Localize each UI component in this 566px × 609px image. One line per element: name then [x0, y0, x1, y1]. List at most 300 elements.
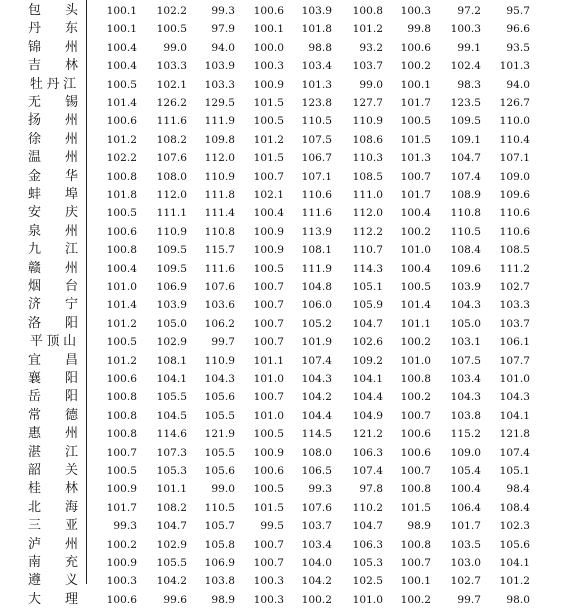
index-value: 101.2 [106, 317, 137, 330]
index-value: 100.7 [400, 465, 431, 477]
index-value: 95.7 [506, 5, 530, 17]
index-value: 104.2 [156, 575, 187, 588]
index-value: 107.6 [204, 281, 235, 293]
index-value: 101.0 [400, 244, 431, 257]
index-value: 110.6 [499, 207, 530, 220]
index-value: 110.9 [156, 225, 187, 238]
index-value: 104.1 [352, 373, 383, 385]
index-value: 111.0 [352, 189, 383, 201]
index-value: 100.7 [253, 317, 284, 330]
city-name: 金 华 [28, 168, 78, 184]
table-row [0, 407, 566, 425]
index-value: 101.0 [352, 593, 383, 606]
index-value: 105.0 [450, 317, 481, 330]
index-value: 110.9 [352, 115, 383, 128]
index-value: 103.3 [156, 60, 187, 73]
index-value: 104.3 [204, 373, 235, 385]
index-value: 108.2 [156, 133, 187, 146]
index-value: 99.8 [407, 23, 431, 36]
index-value: 100.8 [352, 5, 383, 17]
table-row [0, 39, 566, 57]
index-value: 107.6 [301, 501, 332, 514]
index-value: 111.4 [204, 207, 235, 220]
index-value: 101.9 [301, 336, 332, 349]
index-value: 100.5 [253, 262, 284, 275]
city-name: 蚌 埠 [28, 187, 78, 202]
index-value: 111.8 [204, 189, 235, 201]
index-value: 100.7 [400, 409, 431, 422]
index-value: 101.0 [253, 373, 284, 385]
table-row [0, 444, 566, 462]
index-value: 100.7 [253, 557, 284, 569]
index-value: 100.1 [106, 23, 137, 36]
index-value: 114.3 [352, 262, 383, 275]
index-value: 101.7 [450, 520, 481, 533]
index-value: 103.9 [301, 5, 332, 17]
index-value: 104.4 [301, 409, 332, 422]
index-value: 101.3 [400, 152, 431, 165]
index-value: 102.4 [450, 60, 481, 73]
index-value: 108.1 [156, 354, 187, 367]
index-value: 101.2 [253, 133, 284, 146]
table-row [0, 499, 566, 517]
city-name: 惠 州 [28, 426, 78, 442]
table-row [0, 112, 566, 130]
index-value: 106.5 [301, 465, 332, 477]
table-row [0, 572, 566, 590]
index-value: 100.5 [253, 428, 284, 441]
index-value: 103.9 [450, 281, 481, 293]
index-value: 121.9 [204, 428, 235, 441]
index-value: 108.6 [352, 133, 383, 146]
index-value: 109.6 [499, 189, 530, 201]
index-value: 106.9 [156, 281, 187, 293]
index-value: 100.2 [400, 391, 431, 404]
index-value: 111.6 [156, 115, 187, 128]
index-value: 111.2 [499, 262, 530, 275]
index-value: 129.5 [204, 97, 235, 109]
index-value: 110.4 [499, 133, 530, 146]
table-row [0, 149, 566, 167]
index-value: 108.9 [450, 189, 481, 201]
index-value: 100.4 [106, 41, 137, 54]
index-value: 108.1 [301, 244, 332, 257]
index-value: 109.8 [204, 133, 235, 146]
city-name: 泸 州 [28, 536, 78, 552]
index-value: 100.5 [106, 465, 137, 477]
index-value: 100.6 [253, 5, 284, 17]
index-value: 126.7 [499, 97, 530, 109]
index-value: 110.3 [352, 152, 383, 165]
city-name: 丹 东 [28, 21, 78, 37]
index-value: 101.5 [253, 97, 284, 109]
table-row [0, 241, 566, 259]
city-name: 北 海 [28, 499, 78, 515]
index-value: 100.0 [253, 41, 284, 54]
index-value: 100.5 [253, 483, 284, 496]
index-value: 97.8 [359, 483, 383, 496]
index-value: 106.3 [352, 446, 383, 459]
table-row [0, 315, 566, 333]
index-value: 109.5 [156, 244, 187, 257]
index-value: 110.9 [204, 170, 235, 183]
index-value: 100.9 [253, 78, 284, 91]
index-value: 105.8 [204, 538, 235, 551]
index-value: 103.7 [301, 520, 332, 533]
index-value: 100.9 [253, 244, 284, 257]
city-name: 包 头 [28, 3, 78, 18]
index-value: 115.2 [450, 428, 481, 441]
index-value: 98.8 [308, 41, 332, 54]
index-value: 100.2 [301, 593, 332, 606]
index-value: 99.6 [163, 593, 187, 606]
index-value: 102.1 [253, 189, 284, 201]
index-value: 100.6 [106, 373, 137, 385]
city-name: 烟 台 [28, 279, 78, 294]
index-value: 103.1 [450, 336, 481, 349]
index-value: 101.2 [106, 354, 137, 367]
city-name: 温 州 [28, 150, 78, 166]
index-value: 100.4 [400, 262, 431, 275]
index-value: 102.2 [106, 152, 137, 165]
index-value: 100.7 [400, 170, 431, 183]
index-value: 94.0 [211, 41, 235, 54]
index-value: 105.5 [204, 409, 235, 422]
index-value: 100.7 [253, 336, 284, 349]
index-value: 109.5 [450, 115, 481, 128]
table-row [0, 554, 566, 572]
index-value: 100.2 [106, 538, 137, 551]
index-value: 100.8 [106, 244, 137, 257]
city-name: 遵 义 [28, 573, 78, 589]
index-value: 100.3 [400, 5, 431, 17]
index-value: 103.5 [450, 538, 481, 551]
index-value: 104.3 [499, 391, 530, 404]
index-value: 121.8 [499, 428, 530, 441]
index-value: 104.1 [499, 557, 530, 569]
index-value: 108.0 [156, 170, 187, 183]
index-value: 101.0 [106, 281, 137, 293]
index-value: 100.6 [400, 41, 431, 54]
index-value: 105.2 [301, 317, 332, 330]
index-value: 100.2 [400, 60, 431, 73]
table-row [0, 370, 566, 388]
index-value: 102.5 [352, 575, 383, 588]
index-value: 100.5 [253, 115, 284, 128]
index-value: 107.4 [352, 465, 383, 477]
table-row [0, 186, 566, 204]
table-row [0, 223, 566, 241]
index-value: 100.8 [106, 428, 137, 441]
index-value: 100.1 [400, 575, 431, 588]
table-row [0, 462, 566, 480]
index-value: 98.9 [211, 593, 235, 606]
index-value: 101.3 [301, 78, 332, 91]
index-value: 108.5 [499, 244, 530, 257]
index-value: 104.2 [301, 575, 332, 588]
city-name: 南 充 [28, 555, 78, 570]
city-name: 襄 阳 [28, 371, 78, 386]
table-row [0, 333, 566, 351]
index-value: 100.4 [106, 262, 137, 275]
index-value: 106.7 [301, 152, 332, 165]
city-name: 济 宁 [28, 297, 78, 313]
index-value: 93.2 [359, 41, 383, 54]
index-value: 103.4 [301, 60, 332, 73]
index-value: 101.0 [253, 409, 284, 422]
index-value: 103.3 [499, 299, 530, 312]
index-value: 106.4 [450, 501, 481, 514]
index-value: 103.4 [450, 373, 481, 385]
city-name: 锦 州 [28, 39, 78, 55]
index-value: 104.4 [352, 391, 383, 404]
index-value: 99.5 [260, 520, 284, 533]
city-name: 赣 州 [28, 260, 78, 276]
index-value: 101.5 [253, 501, 284, 514]
index-value: 111.9 [301, 262, 332, 275]
index-value: 104.3 [301, 373, 332, 385]
index-value: 100.9 [106, 483, 137, 496]
index-value: 107.4 [499, 446, 530, 459]
index-value: 110.6 [301, 189, 332, 201]
index-value: 100.6 [400, 446, 431, 459]
index-value: 103.3 [204, 78, 235, 91]
index-value: 110.7 [352, 244, 383, 257]
index-value: 100.6 [400, 428, 431, 441]
index-value: 100.7 [253, 299, 284, 312]
index-value: 104.1 [499, 409, 530, 422]
index-value: 98.9 [407, 520, 431, 533]
index-value: 102.9 [156, 538, 187, 551]
index-value: 100.9 [253, 446, 284, 459]
city-name: 常 德 [28, 407, 78, 423]
table-row [0, 168, 566, 186]
city-name: 平 顶 山 [29, 334, 77, 350]
city-name: 大 理 [28, 591, 78, 607]
index-value: 115.7 [204, 244, 235, 257]
index-value: 104.7 [450, 152, 481, 165]
index-value: 104.9 [352, 409, 383, 422]
index-value: 105.5 [204, 446, 235, 459]
index-value: 100.5 [106, 207, 137, 220]
index-value: 100.5 [156, 23, 187, 36]
city-name: 韶 关 [28, 463, 78, 478]
index-value: 101.1 [253, 354, 284, 367]
index-value: 100.3 [253, 575, 284, 588]
index-value: 100.3 [253, 60, 284, 73]
index-value: 100.2 [400, 593, 431, 606]
table-row [0, 296, 566, 314]
index-value: 103.0 [450, 557, 481, 569]
index-value: 110.0 [499, 115, 530, 128]
index-value: 110.9 [204, 354, 235, 367]
index-value: 104.7 [352, 520, 383, 533]
index-value: 99.1 [457, 41, 481, 54]
index-value: 107.4 [450, 170, 481, 183]
index-value: 104.3 [450, 299, 481, 312]
index-value: 100.8 [400, 538, 431, 551]
city-name: 洛 阳 [28, 315, 78, 331]
index-value: 99.0 [211, 483, 235, 496]
index-value: 107.6 [156, 152, 187, 165]
index-value: 127.7 [352, 97, 383, 109]
index-value: 100.1 [253, 23, 284, 36]
index-value: 103.9 [156, 299, 187, 312]
index-value: 108.4 [499, 501, 530, 514]
index-value: 105.0 [156, 317, 187, 330]
index-value: 100.5 [106, 336, 137, 349]
table-row [0, 425, 566, 443]
index-value: 101.4 [106, 299, 137, 312]
index-value: 100.7 [253, 391, 284, 404]
index-value: 113.9 [301, 225, 332, 238]
index-value: 99.0 [163, 41, 187, 54]
index-value: 105.1 [352, 281, 383, 293]
index-value: 107.1 [301, 170, 332, 183]
index-value: 105.6 [204, 391, 235, 404]
index-value: 101.4 [106, 97, 137, 109]
index-value: 101.1 [156, 483, 187, 496]
index-value: 105.4 [450, 465, 481, 477]
index-value: 101.2 [499, 575, 530, 588]
index-value: 101.0 [400, 354, 431, 367]
table-row [0, 94, 566, 112]
index-value: 106.2 [204, 317, 235, 330]
index-value: 105.1 [499, 465, 530, 477]
city-name: 岳 阳 [28, 389, 78, 405]
index-value: 101.8 [106, 189, 137, 201]
index-value: 103.8 [450, 409, 481, 422]
index-value: 98.3 [457, 78, 481, 91]
index-value: 107.5 [450, 354, 481, 367]
table-row [0, 57, 566, 75]
table-row [0, 352, 566, 370]
index-value: 97.2 [457, 5, 481, 17]
index-value: 100.4 [450, 483, 481, 496]
city-name: 牡 丹 江 [29, 76, 77, 92]
index-value: 99.7 [457, 593, 481, 606]
city-name: 桂 林 [28, 481, 78, 497]
city-name: 九 江 [28, 242, 78, 258]
index-value: 102.6 [352, 336, 383, 349]
index-value: 102.7 [499, 281, 530, 293]
index-value: 100.8 [400, 483, 431, 496]
index-value: 108.0 [301, 446, 332, 459]
index-value: 100.6 [106, 115, 137, 128]
index-value: 105.6 [499, 538, 530, 551]
index-value: 104.0 [301, 557, 332, 569]
index-value: 112.0 [352, 207, 383, 220]
index-value: 111.1 [156, 207, 187, 220]
index-value: 101.5 [253, 152, 284, 165]
index-value: 104.2 [301, 391, 332, 404]
index-value: 102.1 [156, 78, 187, 91]
index-value: 105.6 [204, 465, 235, 477]
index-value: 123.8 [301, 97, 332, 109]
index-value: 114.6 [156, 428, 187, 441]
index-value: 97.9 [211, 23, 235, 36]
table-row [0, 76, 566, 94]
index-value: 110.5 [204, 501, 235, 514]
index-value: 99.3 [308, 483, 332, 496]
table-row [0, 260, 566, 278]
index-value: 101.8 [301, 23, 332, 36]
index-value: 112.2 [352, 225, 383, 238]
index-value: 121.2 [352, 428, 383, 441]
index-value: 110.6 [499, 225, 530, 238]
index-value: 98.0 [506, 593, 530, 606]
index-value: 100.8 [106, 170, 137, 183]
index-value: 100.1 [400, 78, 431, 91]
table-row [0, 278, 566, 296]
index-value: 99.3 [113, 520, 137, 533]
index-value: 94.0 [506, 78, 530, 91]
table-row [0, 2, 566, 20]
index-value: 102.7 [450, 575, 481, 588]
index-value: 100.7 [400, 557, 431, 569]
index-value: 100.5 [106, 78, 137, 91]
city-name: 扬 州 [28, 113, 78, 129]
index-value: 100.9 [253, 225, 284, 238]
index-value: 100.5 [400, 115, 431, 128]
index-value: 101.0 [499, 373, 530, 385]
index-value: 100.5 [400, 281, 431, 293]
table-row [0, 536, 566, 554]
index-value: 105.5 [156, 391, 187, 404]
index-value: 101.1 [400, 317, 431, 330]
index-value: 110.2 [352, 501, 383, 514]
table-row [0, 204, 566, 222]
index-value: 100.7 [106, 446, 137, 459]
city-name: 湛 江 [28, 444, 78, 460]
index-value: 101.3 [499, 60, 530, 73]
index-value: 111.6 [204, 262, 235, 275]
index-value: 99.3 [211, 5, 235, 17]
table-row [0, 20, 566, 38]
index-value: 101.5 [400, 501, 431, 514]
index-value: 102.9 [156, 336, 187, 349]
index-value: 99.7 [211, 336, 235, 349]
index-value: 104.7 [156, 520, 187, 533]
index-value: 101.7 [400, 189, 431, 201]
index-value: 100.3 [106, 575, 137, 588]
index-value: 107.3 [156, 446, 187, 459]
city-name: 徐 州 [28, 131, 78, 147]
index-value: 102.3 [499, 520, 530, 533]
table-row [0, 131, 566, 149]
index-value: 102.2 [156, 5, 187, 17]
index-value: 101.2 [106, 133, 137, 146]
index-value: 105.5 [156, 557, 187, 569]
index-value: 100.4 [253, 207, 284, 220]
index-value: 100.7 [253, 281, 284, 293]
table-row [0, 591, 566, 609]
index-value: 108.4 [450, 244, 481, 257]
table-row [0, 388, 566, 406]
index-value: 112.0 [156, 189, 187, 201]
index-value: 114.5 [301, 428, 332, 441]
index-value: 109.5 [156, 262, 187, 275]
index-value: 93.5 [506, 41, 530, 54]
index-value: 106.9 [204, 557, 235, 569]
index-value: 106.3 [352, 538, 383, 551]
city-name: 宜 昌 [28, 352, 78, 368]
city-name: 三 亚 [28, 518, 78, 534]
city-name: 无 锡 [28, 95, 78, 110]
index-value: 104.7 [352, 317, 383, 330]
index-value: 100.4 [106, 60, 137, 73]
index-value: 100.6 [106, 225, 137, 238]
